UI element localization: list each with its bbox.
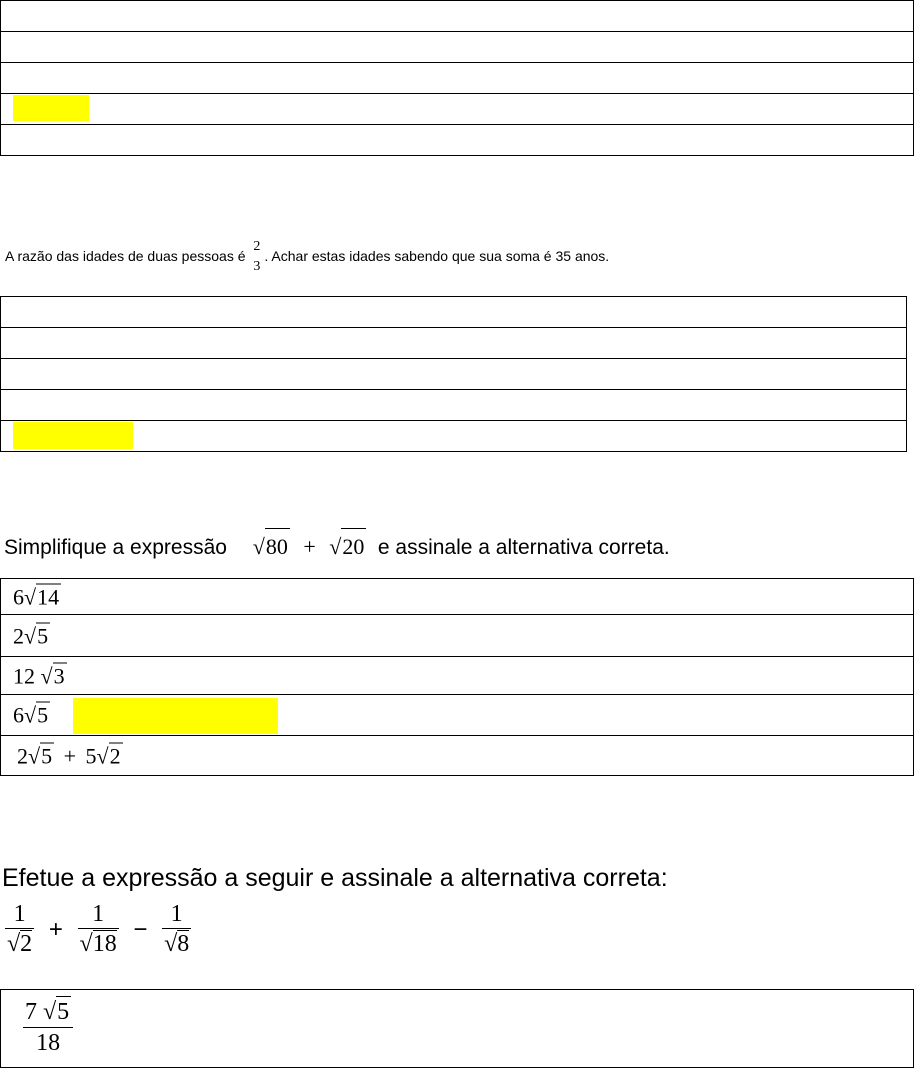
question-2-before: A razão das idades de duas pessoas é [5,248,246,264]
table-1-row-3[interactable] [1,63,913,94]
table-3-row-5[interactable] [1,736,913,775]
answer-highlight [73,698,278,734]
radical: √5 [24,623,49,648]
sqrt-20: √20 [329,528,366,565]
table-2-row-1[interactable] [1,297,906,328]
radical-icon: √ [252,534,265,559]
question-2-text [5,234,609,278]
table-2-row-4[interactable] [1,390,906,421]
question-2-after: . Achar estas idades sabendo que sua soma é 35 anos. [264,248,610,264]
term-3: $\frac{1}{√8}$ [164,901,190,957]
op-minus: − [133,915,148,943]
table-1-row-4[interactable] [1,94,913,125]
question-4-expression [5,900,191,959]
radical-icon: √ [79,931,93,957]
term-1: $\frac{1}{√2}$ [7,901,33,957]
op-plus: + [48,915,63,943]
sqrt-80: √80 [253,528,290,565]
term-2: $\frac{1}{√18}$ [79,901,117,957]
radical-icon: √ [24,623,37,648]
table-3-row-2[interactable] [1,615,913,657]
radical: √2 [96,743,121,768]
answer-table-1 [0,0,914,156]
fraction-denominator: 3 [253,259,261,275]
radical: √5 [28,743,53,768]
radical-icon: √ [96,743,109,768]
table-2-row-3[interactable] [1,359,906,390]
radical: √5 [43,996,71,1027]
answer-highlight [13,422,133,449]
question-4-text: Efetue a expressão a seguir e assinale a alternativa correta: [2,864,668,892]
option-a: $\frac{7 √5}{18}$ [23,996,73,1058]
table-1-row-1[interactable] [1,1,913,32]
question-3-text [4,528,670,566]
option-d: 6√5 [13,702,49,728]
table-3-row-3[interactable] [1,657,913,695]
radical-icon: √ [164,931,178,957]
option-b: 2√5 [13,623,49,648]
table-2-row-5[interactable] [1,421,906,451]
table-2-row-2[interactable] [1,328,906,359]
expression [253,534,372,559]
table-1-row-2[interactable] [1,32,913,63]
option-a: 6√14 [13,584,60,609]
radical-icon: √ [24,702,37,728]
radical: √3 [40,663,65,688]
radical-icon: √ [28,743,41,768]
table-1-row-5[interactable] [1,125,913,155]
table-3-row-4[interactable] [1,695,913,736]
radical-icon: √ [329,534,342,559]
radical: √14 [24,584,60,609]
answer-table-2 [0,296,907,452]
question-3-before: Simplifique a expressão [4,536,227,559]
table-4-row-1[interactable] [1,990,913,1067]
fraction-numerator: 2 [253,239,261,255]
radical-icon: √ [24,584,37,609]
ratio-fraction [251,237,262,277]
plus-sign: + [303,534,316,559]
answer-table-3 [0,578,914,776]
radical-icon: √ [7,931,21,957]
table-3-row-1[interactable] [1,579,913,615]
radical-icon: √ [43,999,57,1025]
option-c: 12 √3 [13,663,65,688]
option-e: 2√5 + 5√2 [17,743,121,768]
question-3-after: e assinale a alternativa correta. [377,536,670,559]
answer-table-4 [0,989,914,1068]
answer-highlight [13,95,89,121]
radical: √5 [24,702,49,728]
radical-icon: √ [40,663,53,688]
